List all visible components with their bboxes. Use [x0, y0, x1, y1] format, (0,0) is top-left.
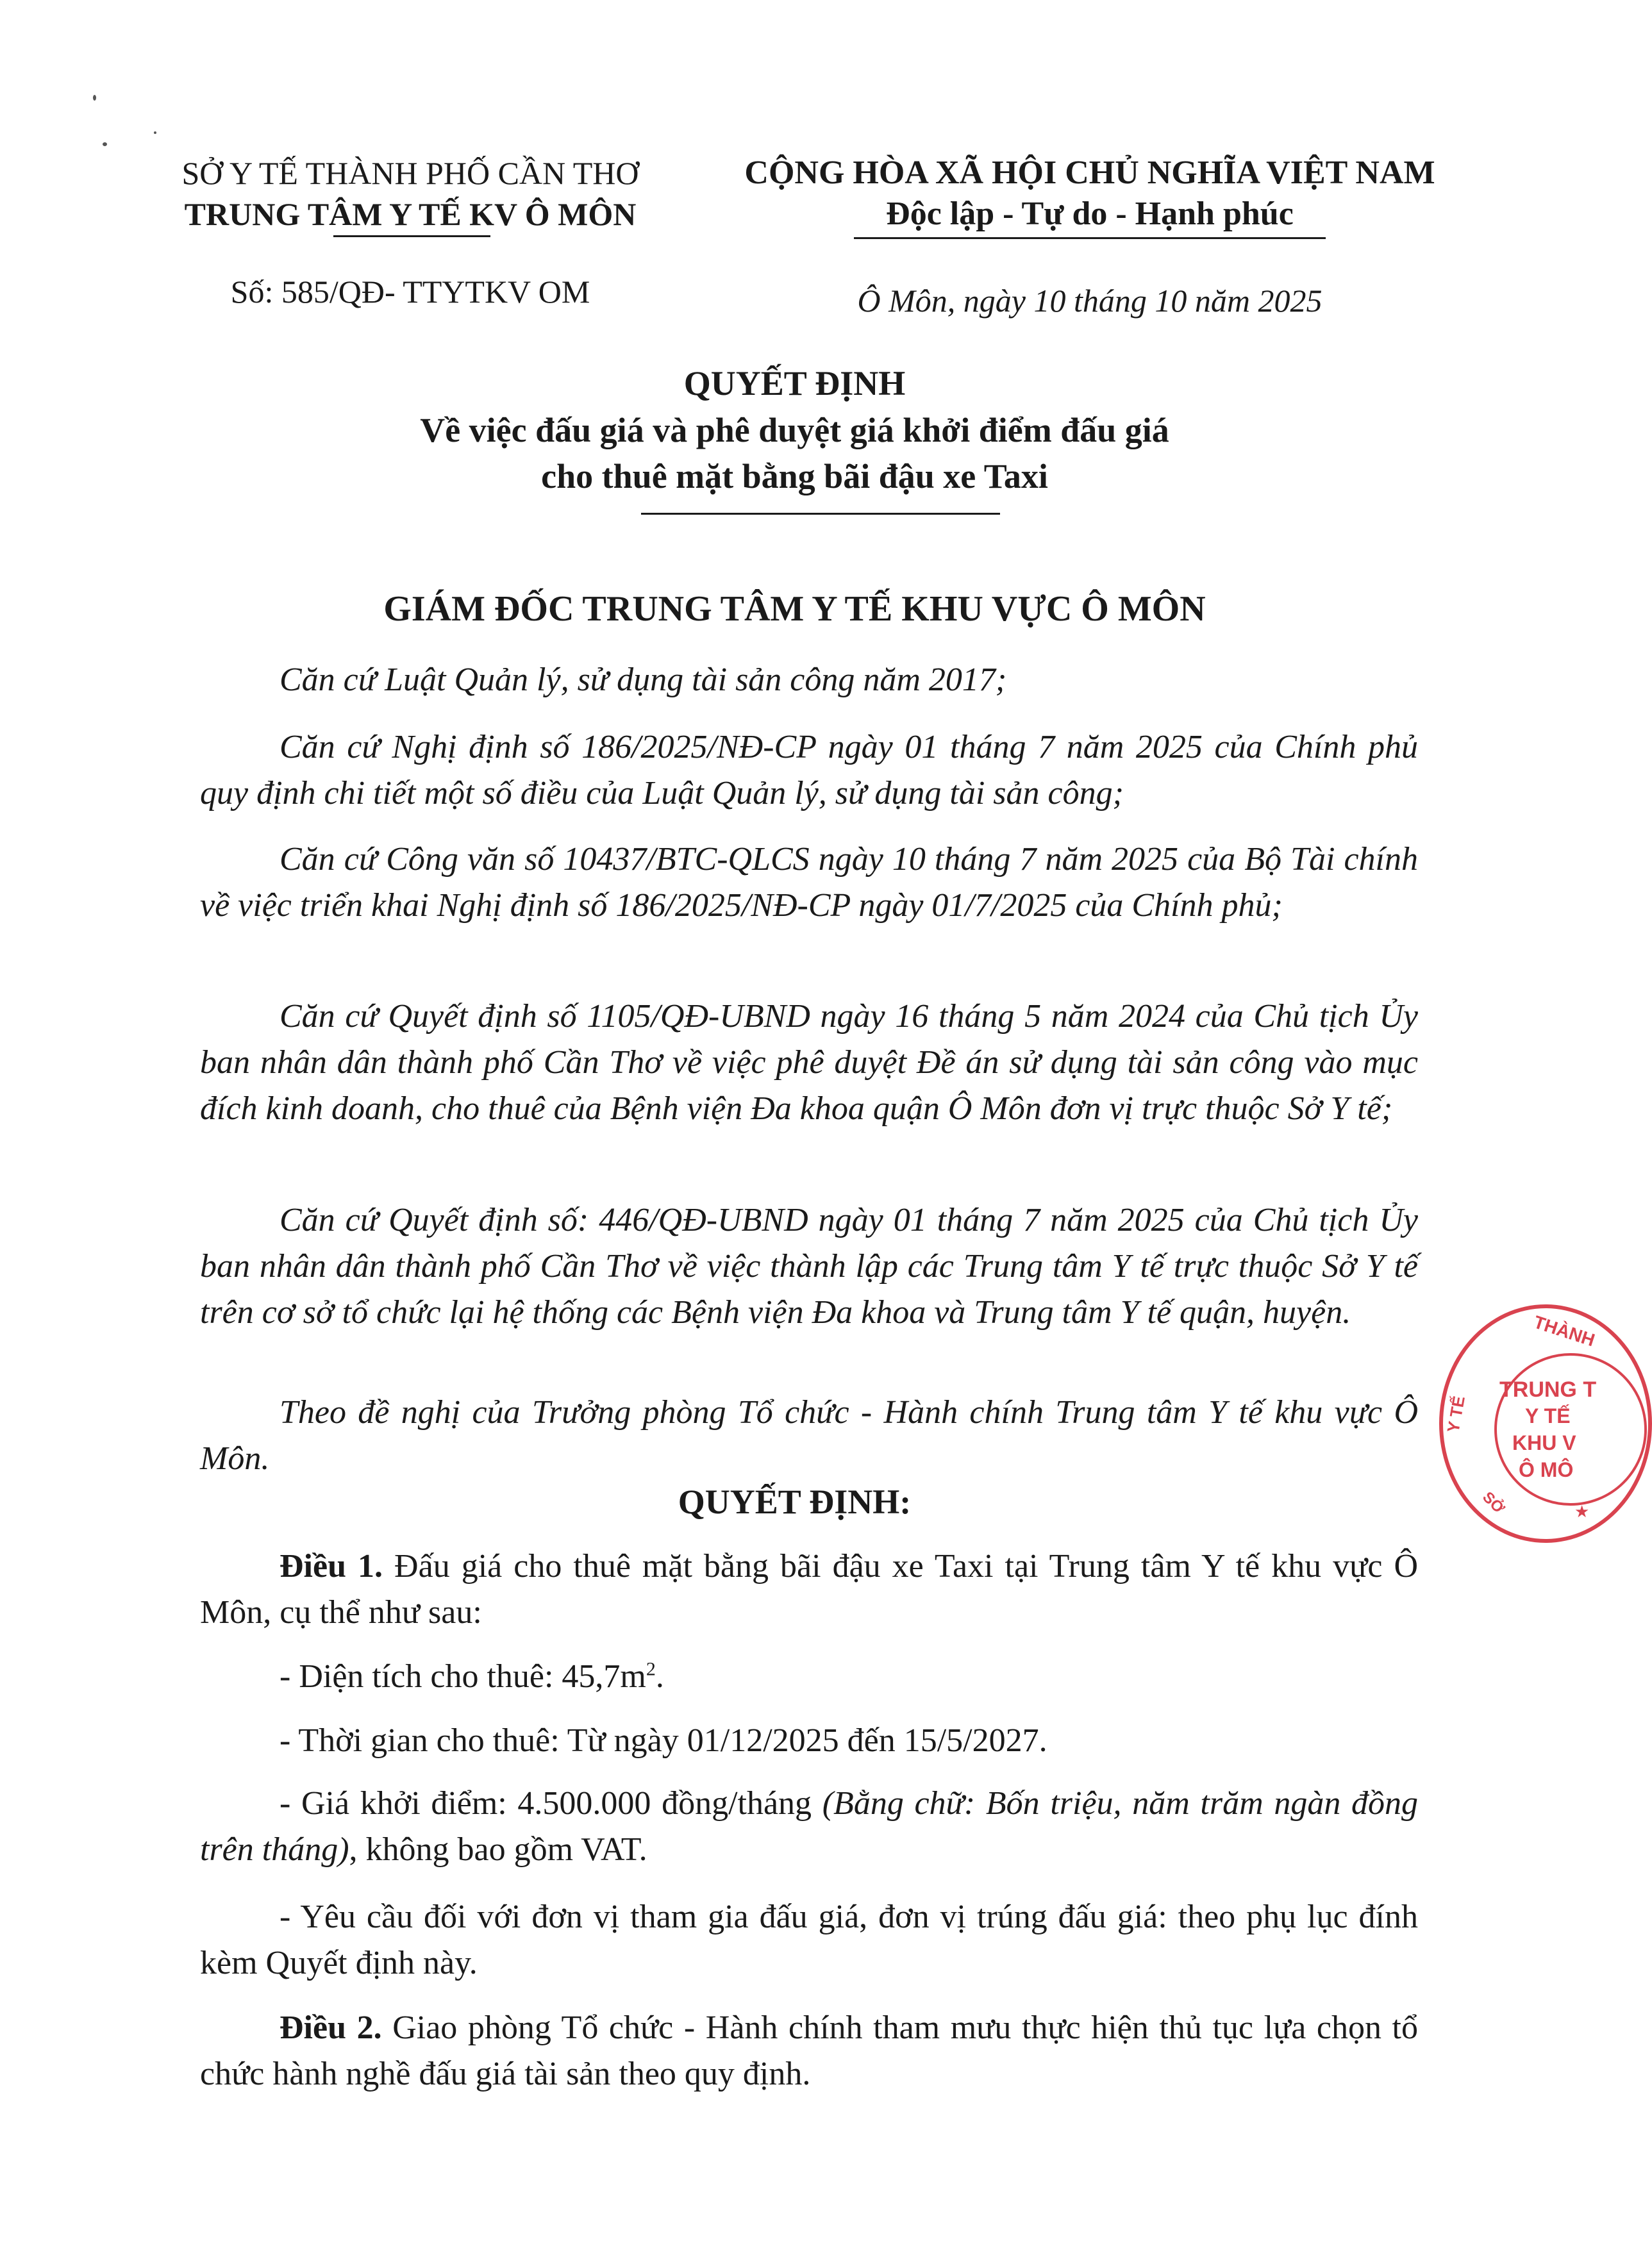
subject-line-2: cho thuê mặt bằng bãi đậu xe Taxi	[541, 457, 1048, 495]
article-1-text: Đấu giá cho thuê mặt bằng bãi đậu xe Taxi tại Trung tâm Y tế khu vực Ô Môn, cụ thể như sau:	[200, 1548, 1419, 1631]
subject-line-1: Về việc đấu giá và phê duyệt giá khởi điểm đấu giá	[420, 411, 1169, 449]
article-2-label: Điều 2.	[280, 2009, 382, 2046]
seal-text-1: TRUNG T	[1499, 1377, 1597, 1402]
starting-price: - Giá khởi điểm: 4.500.000 đồng/tháng (Bằng chữ: Bốn triệu, năm trăm ngàn đồng trên tháng), không bao gồm VAT.	[200, 1785, 1418, 1868]
seal-text-3: KHU V	[1512, 1431, 1576, 1454]
issuing-unit: TRUNG TÂM Y TẾ KV Ô MÔN	[184, 196, 637, 232]
price-in-words: (Bằng chữ: Bốn triệu, năm trăm ngàn đồng trên tháng)	[200, 1785, 1418, 1868]
subject-underline	[641, 513, 1000, 515]
scan-speck	[154, 131, 156, 134]
seal-inner-ring	[1494, 1353, 1647, 1506]
place-date: Ô Môn, ngày 10 tháng 10 năm 2025	[857, 283, 1322, 319]
article-1	[200, 1543, 1418, 1636]
seal-text-2: Y TẾ	[1525, 1404, 1571, 1427]
official-seal	[1439, 1304, 1652, 1543]
issuing-unit-underline	[333, 235, 490, 237]
parent-agency: SỞ Y TẾ THÀNH PHỐ CẦN THƠ	[181, 155, 639, 191]
proposal: Theo đề nghị của Trưởng phòng Tổ chức - Hành chính Trung tâm Y tế khu vực Ô Môn.	[200, 1394, 1418, 1477]
seal-text-4: Ô MÔ	[1519, 1458, 1574, 1481]
national-title	[712, 153, 1468, 235]
basis-2: Căn cứ Nghị định số 186/2025/NĐ-CP ngày 01 tháng 7 năm 2025 của Chính phủ quy định chi tiết một số điều của Luật Quản lý, sử dụng tài sản công;	[200, 729, 1418, 811]
authority-heading: GIÁM ĐỐC TRUNG TÂM Y TẾ KHU VỰC Ô MÔN	[383, 589, 1206, 629]
rental-period: - Thời gian cho thuê: Từ ngày 01/12/2025 đến 15/5/2027.	[280, 1722, 1047, 1759]
basis-5: Căn cứ Quyết định số: 446/QĐ-UBND ngày 01 tháng 7 năm 2025 của Chủ tịch Ủy ban nhân dân thành phố Cần Thơ về việc thành lập các Trung tâm Y tế trực thuộc Sở Y tế trên cơ sở tổ chức lại hệ thống các Bệnh viện Đa khoa và Trung tâm Y tế quận, huyện.	[200, 1202, 1418, 1331]
seal-bottom-text: SỞ	[1479, 1488, 1508, 1518]
article-1-label: Điều 1.	[280, 1548, 383, 1585]
seal-arc-text: THÀNH	[1531, 1311, 1598, 1351]
document-type: QUYẾT ĐỊNH	[683, 364, 906, 403]
basis-3: Căn cứ Công văn số 10437/BTC-QLCS ngày 10 tháng 7 năm 2025 của Bộ Tài chính về việc triển khai Nghị định số 186/2025/NĐ-CP ngày 01/7/2025 của Chính phủ;	[200, 841, 1418, 924]
scan-speck	[103, 142, 107, 146]
bidder-requirements: - Yêu cầu đối với đơn vị tham gia đấu giá, đơn vị trúng đấu giá: theo phụ lục đính kèm Quyết định này.	[200, 1899, 1418, 1981]
decision-heading: QUYẾT ĐỊNH:	[678, 1483, 912, 1521]
article-2-text: Giao phòng Tổ chức - Hành chính tham mưu thực hiện thủ tục lựa chọn tổ chức hành nghề đấu giá tài sản theo quy định.	[200, 2009, 1419, 2092]
issuing-authority	[128, 153, 692, 235]
motto: Độc lập - Tự do - Hạnh phúc	[886, 195, 1294, 232]
rental-area: - Diện tích cho thuê: $45,7m^2$.	[280, 1658, 664, 1695]
scan-speck	[93, 95, 96, 101]
seal-side-text: Y TẾ	[1443, 1394, 1469, 1435]
seal-star-icon: ★	[1574, 1502, 1590, 1521]
motto-underline	[854, 237, 1326, 239]
basis-4: Căn cứ Quyết định số 1105/QĐ-UBND ngày 16 tháng 5 năm 2024 của Chủ tịch Ủy ban nhân dân thành phố Cần Thơ về việc phê duyệt Đề án sử dụng tài sản công vào mục đích kinh doanh, cho thuê của Bệnh viện Đa khoa quận Ô Môn đơn vị trực thuộc Sở Y tế;	[200, 998, 1418, 1127]
article-2	[200, 2005, 1418, 2097]
basis-1: Căn cứ Luật Quản lý, sử dụng tài sản công năm 2017;	[280, 661, 1007, 698]
country-name: CỘNG HÒA XÃ HỘI CHỦ NGHĨA VIỆT NAM	[744, 154, 1435, 191]
document-number: Số: 585/QĐ- TTYTKV OM	[230, 274, 590, 310]
